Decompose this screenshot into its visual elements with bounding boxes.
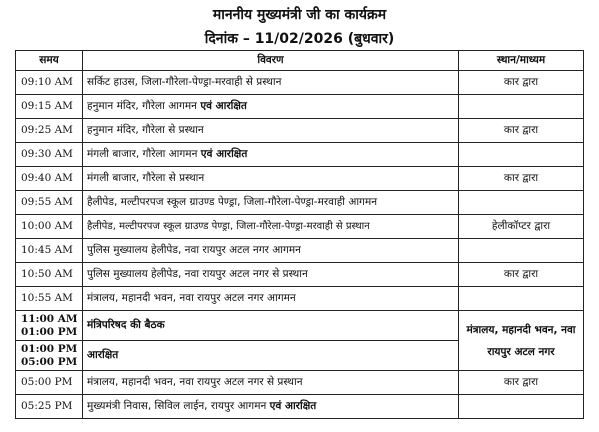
- description-cell: हैलीपेड, मल्टीपरपज स्कूल ग्राउण्ड पेण्ड्रा, जिला-गौरेला-पेण्ड्रा-मरवाही आगमन: [83, 191, 459, 215]
- table-row: [16, 143, 584, 167]
- time-cell: 09:30 AM: [16, 143, 83, 167]
- table-row: [16, 239, 584, 263]
- description-cell: मंगली बाजार, गौरेला से प्रस्थान: [83, 167, 459, 191]
- date-line: दिनांक – 11/02/2026 (बुधवार): [204, 31, 395, 47]
- time-cell: 10:45 AM: [16, 239, 83, 263]
- description-cell: पुलिस मुख्यालय हेलीपेड, नवा रायपुर अटल नगर आगमन: [83, 239, 459, 263]
- reserved-label: एवं आरक्षित: [200, 100, 247, 112]
- table-row: [16, 371, 584, 395]
- description-text: हनुमान मंदिर, गौरेला आगमन: [87, 100, 197, 112]
- time-cell: 09:25 AM: [16, 119, 83, 143]
- description-text: मंगली बाजार, गौरेला आगमन: [87, 148, 198, 160]
- table-row: [16, 191, 584, 215]
- location-cell: मंत्रालय, महानदी भवन, नवा रायपुर अटल नगर: [459, 311, 584, 371]
- description-cell: हैलीपेड, मल्टीपरपज स्कूल ग्राउण्ड पेण्ड्रा, जिला-गौरेला-पेण्ड्रा-मरवाही से प्रस्थान: [83, 215, 459, 239]
- reserved-label: एवं आरक्षित: [200, 148, 248, 160]
- time-cell: 05:00 PM: [16, 371, 83, 395]
- time-cell: 09:55 AM: [16, 191, 83, 215]
- description-text: मुख्यमंत्री निवास, सिविल लाईन, रायपुर आगमन: [87, 400, 267, 412]
- table-row: [16, 311, 584, 341]
- column-header-description: विवरण: [83, 51, 459, 71]
- description-cell: [83, 95, 459, 119]
- table-row: [16, 287, 584, 311]
- mode-cell: कार द्वारा: [459, 263, 584, 287]
- mode-cell: हेलीकॉप्टर द्वारा: [459, 215, 584, 239]
- description-cell: पुलिस मुख्यालय हेलीपेड, नवा रायपुर अटल नगर से प्रस्थान: [83, 263, 459, 287]
- column-header-location: स्थान/माध्यम: [459, 51, 584, 71]
- description-cell: [83, 143, 459, 167]
- table-header-row: [16, 51, 584, 71]
- time-cell: 09:40 AM: [16, 167, 83, 191]
- page-title: माननीय मुख्यमंत्री जी का कार्यक्रम: [212, 7, 387, 23]
- table-row: [16, 395, 584, 419]
- mode-cell: [459, 143, 584, 167]
- reserved-label: एवं आरक्षित: [269, 400, 317, 412]
- description-cell: मंत्रिपरिषद की बैठक: [83, 311, 459, 341]
- schedule-table: [15, 50, 584, 419]
- description-cell: मंत्रालय, महानदी भवन, नवा रायपुर अटल नगर आगमन: [83, 287, 459, 311]
- column-header-time: समय: [16, 51, 83, 71]
- mode-cell: कार द्वारा: [459, 119, 584, 143]
- mode-cell: [459, 287, 584, 311]
- mode-cell: [459, 191, 584, 215]
- table-row: [16, 119, 584, 143]
- time-range-end: 01:00 PM: [21, 325, 78, 338]
- description-cell: [83, 395, 459, 419]
- time-range-cell: [16, 311, 83, 341]
- time-range-cell: [16, 341, 83, 371]
- time-cell: 09:10 AM: [16, 71, 83, 95]
- time-cell: 10:50 AM: [16, 263, 83, 287]
- time-cell: 09:15 AM: [16, 95, 83, 119]
- table-row: [16, 167, 584, 191]
- mode-cell: कार द्वारा: [459, 167, 584, 191]
- mode-cell: [459, 239, 584, 263]
- mode-cell: कार द्वारा: [459, 371, 584, 395]
- time-range-start: 11:00 AM: [21, 312, 78, 325]
- mode-cell: [459, 395, 584, 419]
- time-cell: 10:55 AM: [16, 287, 83, 311]
- mode-cell: [459, 95, 584, 119]
- table-row: [16, 71, 584, 95]
- description-cell: सर्किट हाउस, जिला-गौरेला-पेण्ड्रा-मरवाही से प्रस्थान: [83, 71, 459, 95]
- time-range-end: 05:00 PM: [21, 355, 78, 368]
- mode-cell: कार द्वारा: [459, 71, 584, 95]
- time-cell: 10:00 AM: [16, 215, 83, 239]
- table-row: [16, 215, 584, 239]
- description-cell: मंत्रालय, महानदी भवन, नवा रायपुर अटल नगर से प्रस्थान: [83, 371, 459, 395]
- description-cell: हनुमान मंदिर, गौरेला से प्रस्थान: [83, 119, 459, 143]
- time-cell: 05:25 PM: [16, 395, 83, 419]
- time-range-start: 01:00 PM: [21, 342, 78, 355]
- table-row: [16, 263, 584, 287]
- table-row: [16, 95, 584, 119]
- description-cell: आरक्षित: [83, 341, 459, 371]
